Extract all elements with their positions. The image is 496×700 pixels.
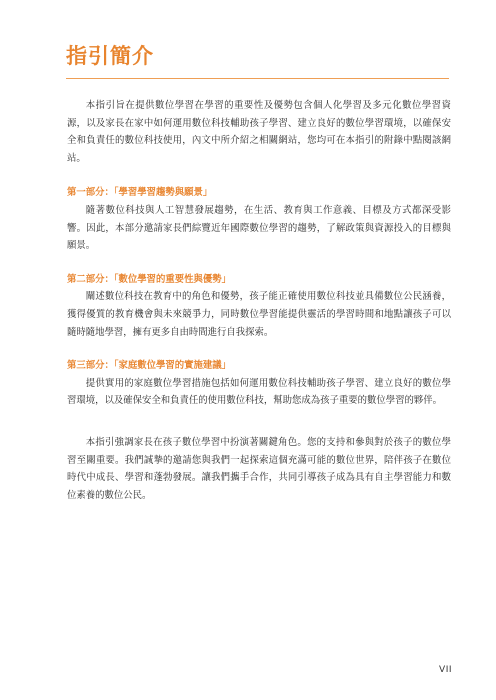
section-heading: 第二部分：「數位學習的重要性與優勢」 [67, 273, 232, 285]
section-part-1 [67, 184, 451, 254]
document-body [67, 97, 451, 504]
section-body: 闡述數位科技在教育中的角色和優勢，孩子能正確使用數位科技並具備數位公民涵養，獲得優質的教育機會與未來競爭力，同時數位學習能提供靈活的學習時間和地點讓孩子可以隨時隨地學習，擁有更多自由時間進行自我探索。 [67, 291, 451, 338]
title-divider [66, 78, 449, 79]
intro-paragraph: 本指引旨在提供數位學習在學習的重要性及優勢包含個人化學習及多元化數位學習資源，以及家長在家中如何運用數位科技輔助孩子學習、建立良好的數位學習環境，以確保安全和負責任的數位科技使用，內文中所介紹之相關網站，您均可在本指引的附錄中點閱該網站。 [67, 100, 451, 164]
section-part-3 [67, 357, 451, 410]
section-heading: 第三部分：「家庭數位學習的實施建議」 [67, 360, 232, 372]
section-body: 提供實用的家庭數位學習措施包括如何運用數位科技輔助孩子學習、建立良好的數位學習環境，以及確保安全和負責任的使用數位科技，幫助您成為孩子重要的數位學習的夥伴。 [67, 377, 451, 407]
page-title: 指引簡介 [66, 44, 154, 68]
section-part-2 [67, 271, 451, 341]
section-body: 隨著數位科技與人工智慧發展趨勢，在生活、教育與工作意義、目標及方式都深受影響。因此，本部分邀請家長們綜覽近年國際數位學習的趨勢，了解政策與資源投入的目標與願景。 [67, 204, 451, 252]
closing-paragraph: 本指引強調家長在孩子數位學習中扮演著關鍵角色。您的支持和參與對於孩子的數位學習至關重要。我們誠摯的邀請您與我們一起探索這個充滿可能的數位世界，陪伴孩子在數位時代中成長、學習和蓬勃發展。讓我們攜手合作，共同引導孩子成為具有自主學習能力和數位素養的數位公民。 [67, 436, 451, 501]
page-number: VII [439, 665, 452, 675]
section-heading: 第一部分：「學習學習趨勢與願景」 [67, 187, 213, 199]
